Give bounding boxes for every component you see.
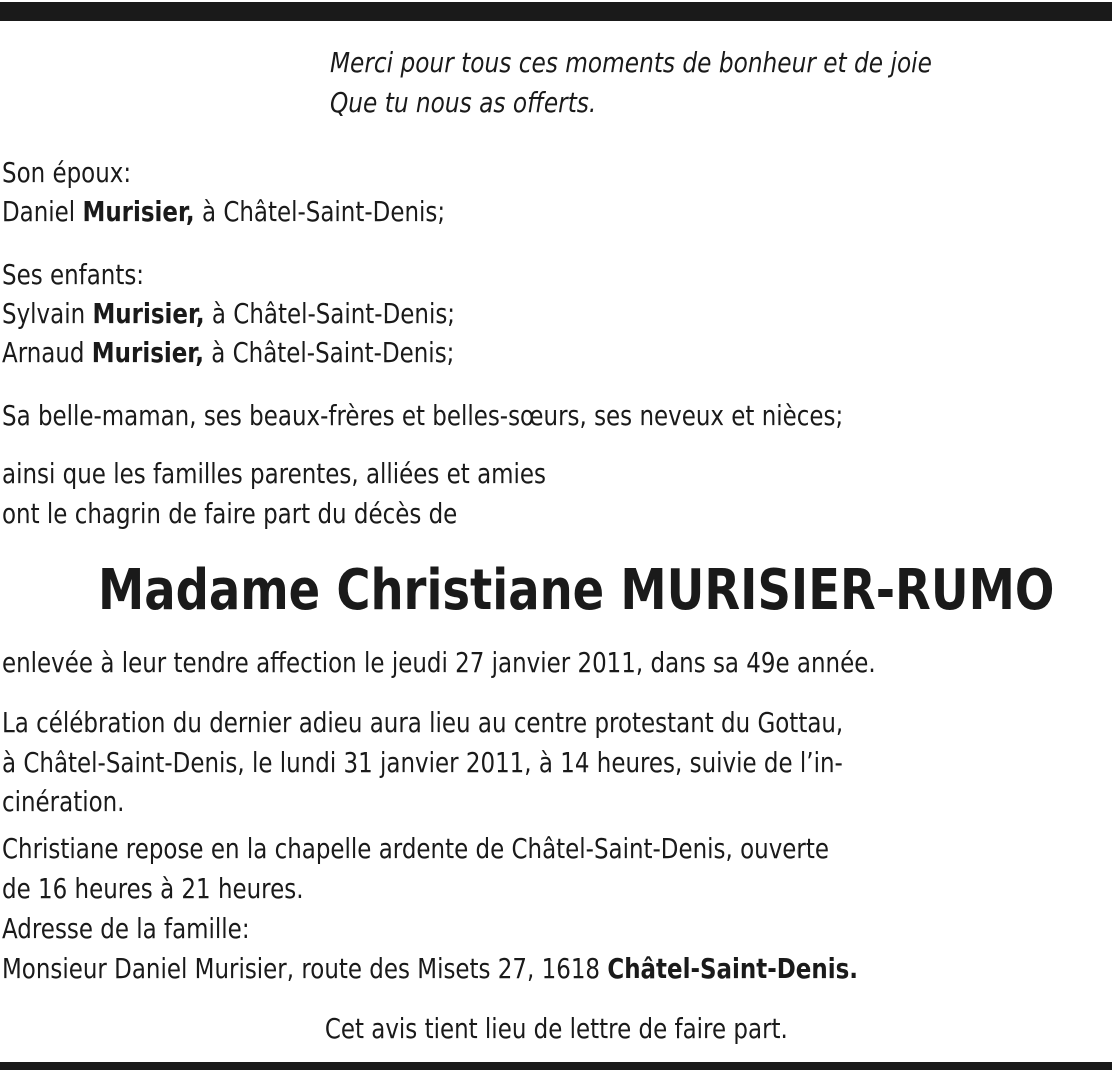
- spouse-last-name: Murisier,: [82, 195, 195, 228]
- spouse-first-name: Daniel: [2, 195, 76, 228]
- spouse-entry: [2, 193, 445, 230]
- child-first-name: Arnaud: [2, 336, 85, 369]
- children-label: Ses enfants:: [2, 258, 145, 291]
- child-last-name: Murisier,: [92, 297, 205, 330]
- closing-line: Cet avis tient lieu de lettre de faire part.: [324, 1012, 788, 1045]
- death-notice: enlevée à leur tendre affection le jeudi 27 janvier 2011, dans sa 49e année.: [2, 646, 876, 679]
- child-entry: [2, 295, 455, 332]
- child-entry: [2, 334, 454, 371]
- quote-line-2: Que tu nous as offerts.: [330, 86, 597, 119]
- child-place: à Châtel-Saint-Denis;: [211, 336, 455, 369]
- chapel-line-2: de 16 heures à 21 heures.: [2, 872, 304, 905]
- relatives-line: Sa belle-maman, ses beaux-frères et belles-sœurs, ses neveux et nièces;: [2, 399, 844, 432]
- spouse-place: à Châtel-Saint-Denis;: [201, 195, 446, 228]
- address-prefix: Monsieur Daniel Murisier, route des Misets 27, 1618: [2, 952, 601, 985]
- families-line-2: ont le chagrin de faire part du décès de: [2, 497, 458, 530]
- address-label: Adresse de la famille:: [2, 912, 250, 945]
- child-first-name: Sylvain: [2, 297, 86, 330]
- child-place: à Châtel-Saint-Denis;: [211, 297, 456, 330]
- deceased-name: Madame Christiane MURISIER-RUMO: [97, 558, 1055, 623]
- quote-line-1: Merci pour tous ces moments de bonheur et de joie: [330, 46, 932, 79]
- chapel-line-1: Christiane repose en la chapelle ardente de Châtel-Saint-Denis, ouverte: [2, 832, 829, 865]
- address-line: [2, 950, 858, 987]
- families-line-1: ainsi que les familles parentes, alliées et amies: [2, 457, 546, 490]
- child-last-name: Murisier,: [91, 336, 204, 369]
- bottom-rule: [0, 1062, 1112, 1070]
- address-town: Châtel-Saint-Denis.: [607, 952, 858, 985]
- ceremony-line-2: à Châtel-Saint-Denis, le lundi 31 janvier 2011, à 14 heures, suivie de l’in-: [2, 746, 843, 779]
- ceremony-line-1: La célébration du dernier adieu aura lieu au centre protestant du Gottau,: [2, 706, 844, 739]
- spouse-label: Son époux:: [2, 156, 132, 189]
- ceremony-line-3: cinération.: [2, 785, 125, 818]
